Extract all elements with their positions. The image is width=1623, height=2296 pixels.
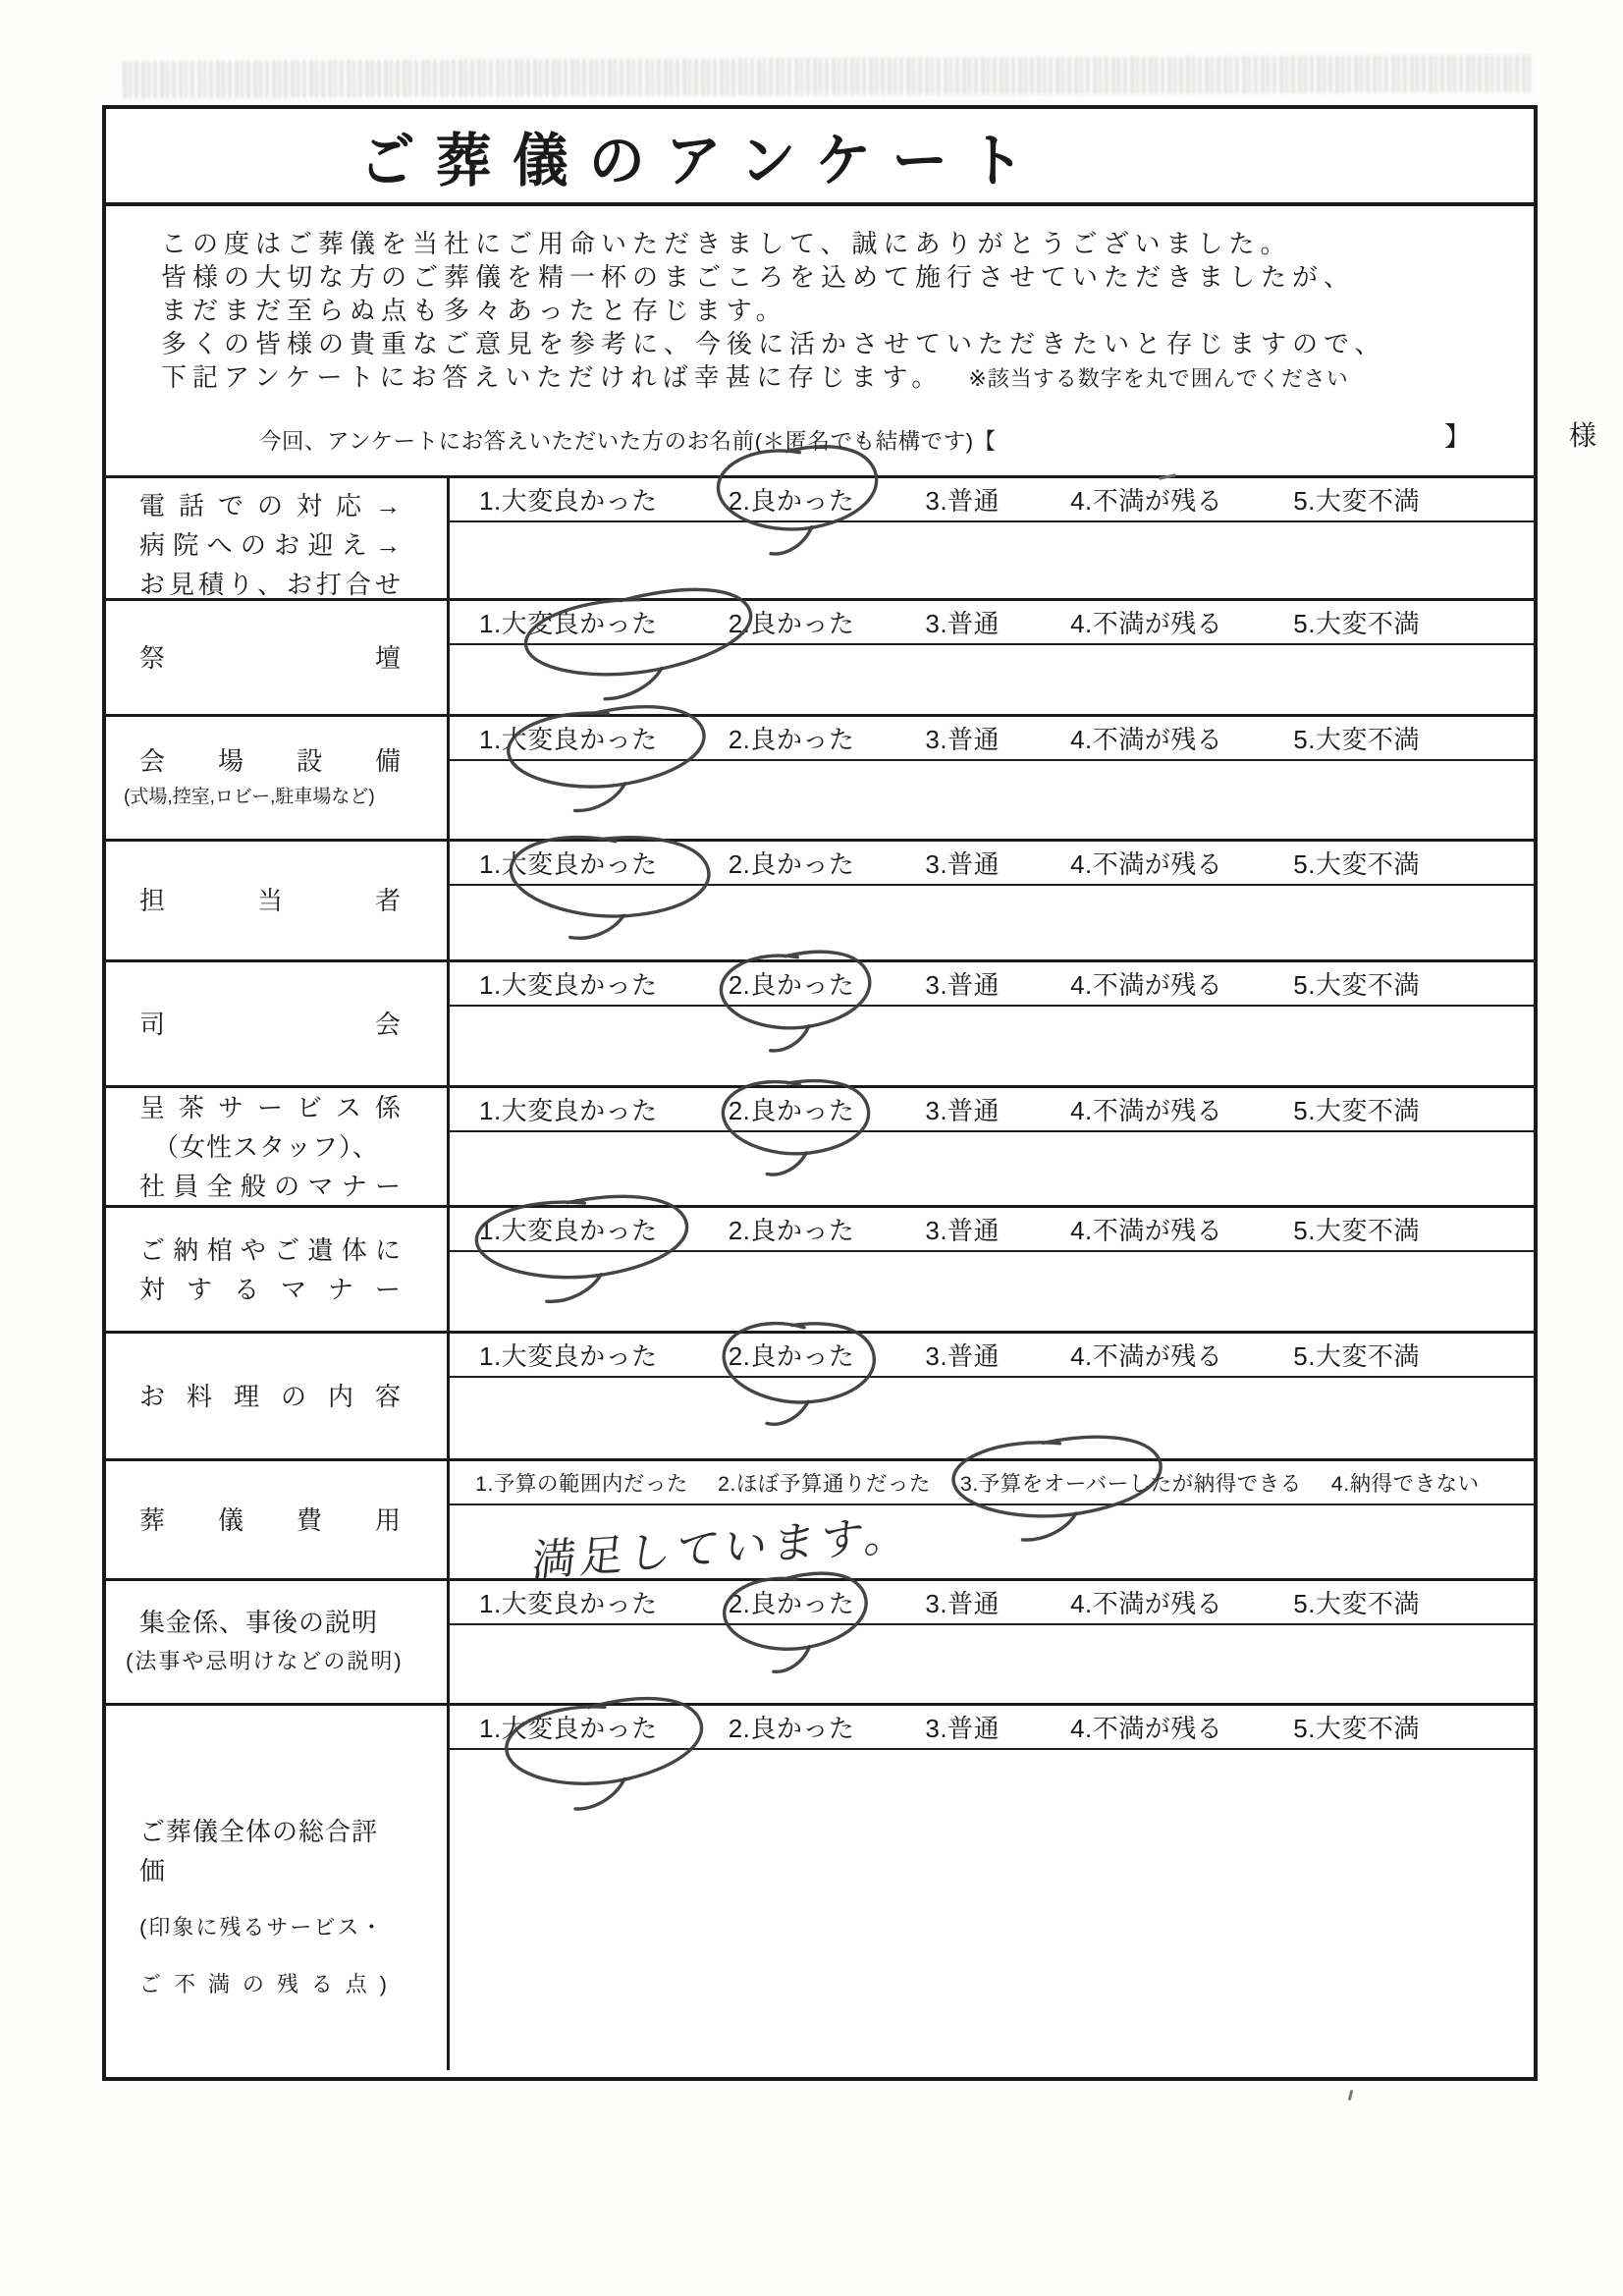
survey-table [106, 478, 1534, 2070]
option-1: 1.大変良かった [479, 604, 658, 640]
row-options-cell [450, 1088, 1534, 1205]
option-3: 3.普通 [925, 725, 1001, 754]
row-label: 葬 儀 費 用 [139, 1504, 401, 1535]
option-4: 4.不満が残る [1070, 1714, 1223, 1743]
option-5: 5.大変不満 [1293, 849, 1420, 879]
options-strip [450, 1334, 1534, 1378]
option-5: 5.大変不満 [1293, 1096, 1420, 1125]
option-5: 5.大変不満 [1293, 1341, 1420, 1371]
option-4: 4.不満が残る [1070, 1096, 1223, 1125]
options-strip [450, 717, 1534, 761]
row-label: お 見 積 り 、 お 打 合 せ [139, 570, 401, 599]
option-4: 4.不満が残る [1070, 725, 1223, 754]
row-options-cell [450, 1706, 1534, 2070]
row-label: 司 会 [139, 1009, 401, 1039]
option-3: 3.普通 [925, 486, 1001, 516]
option-2: 2.良かった [728, 1216, 855, 1245]
option-4: 4.不満が残る [1070, 1216, 1223, 1245]
option-1: 1.大変良かった [479, 720, 658, 756]
form-header [106, 109, 1534, 206]
hand-drawn-circle [487, 823, 733, 934]
row-options-cell [450, 1334, 1534, 1458]
row-label: (式場,控室,ロビー,駐車場など) [124, 787, 375, 807]
option-2: 2.良かった [729, 481, 855, 518]
survey-form [102, 105, 1596, 2081]
survey-row-staff-in-charge [106, 839, 1534, 959]
row-label-cell [106, 717, 450, 839]
option-2: 2.良かった [729, 1091, 855, 1127]
option-3: 3.普通 [925, 1589, 1001, 1618]
option-4: 4.不満が残る [1070, 486, 1223, 516]
row-label: ご葬儀全体の総合評価 [139, 1816, 379, 1886]
option-4: 4.不満が残る [1070, 1341, 1223, 1371]
option-1: 1.大変良かった [479, 845, 658, 881]
row-label: お 料 理 の 内 容 [139, 1381, 401, 1411]
option-4: 4.不満が残る [1070, 970, 1223, 1000]
survey-row-altar [106, 598, 1534, 714]
hand-drawn-circle [706, 1562, 886, 1665]
survey-row-tea-service-manner [106, 1085, 1534, 1205]
survey-row-casketing-manner [106, 1205, 1534, 1331]
option-2: 2.良かった [728, 609, 855, 638]
option-5: 5.大変不満 [1293, 970, 1420, 1000]
option-4: 4.不満が残る [1070, 1589, 1223, 1618]
option-1: 1.大変良かった [479, 1341, 658, 1371]
row-label-cell [106, 962, 450, 1085]
option-3: 3.普通 [925, 609, 1001, 638]
options-strip [450, 1208, 1534, 1252]
name-honorific: 様 [1568, 420, 1596, 451]
option-3: 3.普通 [925, 1216, 1001, 1245]
option-1: 1.大変良かった [479, 1709, 658, 1745]
option-3: 3.普通 [925, 849, 1001, 879]
option-5: 5.大変不満 [1293, 1216, 1420, 1245]
survey-row-funeral-cost [106, 1458, 1534, 1586]
option-5: 5.大変不満 [1293, 1714, 1420, 1743]
row-label-cell [106, 1461, 450, 1578]
hand-drawn-circle [705, 1070, 886, 1167]
option-2: 2.良かった [729, 965, 855, 1002]
option-1: 1.大変良かった [479, 1211, 658, 1247]
handwritten-comment: 満足しています。 [529, 1510, 916, 1586]
row-label-cell [106, 478, 450, 598]
option-3: 3.普通 [925, 1714, 1001, 1743]
row-label: (法事や忌明けなどの説明) [126, 1649, 404, 1673]
option-4: 4.不満が残る [1070, 609, 1223, 638]
option-5: 5.大変不満 [1293, 609, 1420, 638]
intro-section [106, 206, 1596, 478]
row-options-cell [450, 1461, 1534, 1586]
intro-line: 多くの皆様の貴重なご意見を参考に、今後に活かさせていただきたいと存じますので、 [161, 329, 1386, 358]
option-5: 5.大変不満 [1293, 486, 1420, 516]
option-2: 2.良かった [728, 849, 855, 879]
survey-row-venue-facilities [106, 714, 1534, 839]
row-label-cell [106, 601, 450, 714]
row-label: 病 院 へ の お 迎 え → [139, 530, 401, 560]
options-strip [450, 1461, 1534, 1505]
options-strip [450, 478, 1534, 522]
survey-row-overall-rating [106, 1703, 1534, 2070]
row-label-cell [106, 842, 450, 959]
option-5: 5.大変不満 [1293, 725, 1420, 754]
row-label-cell [106, 1088, 450, 1205]
options-strip [450, 1706, 1534, 1750]
options-strip [450, 962, 1534, 1007]
row-label-cell [106, 1706, 450, 2070]
option-3: 3.普通 [925, 970, 1001, 1000]
option-1: 1.予算の範囲内だった [475, 1472, 688, 1496]
option-2: 2.良かった [728, 1714, 855, 1743]
option-4: 4.納得できない [1330, 1472, 1480, 1496]
option-2: 2.良かった [729, 1584, 855, 1620]
option-4: 4.不満が残る [1070, 849, 1223, 879]
option-1: 1.大変良かった [479, 970, 658, 1000]
row-label-cell [106, 1208, 450, 1331]
option-1: 1.大変良かった [479, 1589, 658, 1618]
row-label: (印象に残るサービス・ [139, 1914, 385, 1940]
row-label: 電 話 で の 対 応 → [139, 491, 401, 520]
row-label: 祭 壇 [139, 642, 401, 673]
row-label: ご 不 満 の 残 る 点 ) [139, 1971, 387, 1996]
options-strip [450, 842, 1534, 886]
survey-row-mc [106, 959, 1534, 1085]
option-3: 3.普通 [925, 1096, 1001, 1125]
survey-row-collection-followup [106, 1578, 1534, 1703]
options-strip [450, 1088, 1534, 1132]
option-1: 1.大変良かった [479, 1096, 658, 1125]
options-strip [450, 1581, 1534, 1625]
row-label: 社 員 全 般 の マ ナ ー [139, 1171, 401, 1201]
survey-row-food-content [106, 1331, 1534, 1458]
survey-row-phone-contact [106, 478, 1534, 598]
row-options-cell [450, 842, 1534, 959]
option-5: 5.大変不満 [1293, 1589, 1420, 1618]
option-1: 1.大変良かった [479, 486, 658, 516]
row-label: （女性スタッフ）、 [153, 1131, 380, 1162]
row-options-cell [450, 1581, 1534, 1703]
row-options-cell [450, 478, 1534, 598]
row-options-cell [450, 962, 1534, 1085]
respondent-name-line [161, 424, 1514, 456]
row-options-cell [450, 1208, 1534, 1331]
intro-line: まだまだ至らぬ点も多々あったと存じます。 [161, 296, 787, 325]
row-label: 集金係、事後の説明 [139, 1608, 379, 1637]
options-strip [450, 601, 1534, 645]
row-label: 担 当 者 [139, 886, 401, 915]
row-options-cell [450, 601, 1534, 714]
row-label: ご 納 棺 や ご 遺 体 に [139, 1234, 401, 1265]
form-title: ご葬儀のアンケート [358, 128, 1046, 193]
row-options-cell [450, 717, 1534, 839]
row-label: 呈 茶 サ ー ビ ス 係 [139, 1092, 401, 1122]
intro-line: この度はご葬儀を当社にご用命いただきまして、誠にありがとうございました。 [161, 229, 1292, 258]
row-label-cell [106, 1581, 450, 1703]
row-label-cell [106, 1334, 450, 1458]
row-label: 会 場 設 備 [139, 746, 401, 776]
intro-line: 皆様の大切な方のご葬儀を精一杯のまごころを込めて施行させていただきましたが、 [161, 262, 1356, 292]
intro-paragraph [161, 227, 1514, 396]
option-3: 3.予算をオーバーしたが納得できる [960, 1467, 1302, 1498]
pen-mark [1348, 2090, 1354, 2101]
circle-instruction-note: ※該当する数字を丸で囲んでください [968, 366, 1349, 391]
row-label: 対 す る マ ナ ー [139, 1274, 401, 1304]
intro-line: 下記アンケートにお答えいただければ幸甚に存じます。 ※該当する数字を丸で囲んでください [161, 362, 1349, 392]
bleed-through-text [124, 55, 1532, 98]
option-3: 3.普通 [925, 1341, 1001, 1371]
option-2: 2.良かった [728, 725, 855, 754]
name-prompt: 今回、アンケートにお答えいただいた方のお名前(＊匿名でも結構です)【 [259, 429, 997, 454]
name-closing-bracket: 】 [1444, 422, 1471, 452]
option-2: 2.ほぼ予算通りだった [717, 1472, 931, 1496]
option-2: 2.良かった [729, 1337, 855, 1373]
